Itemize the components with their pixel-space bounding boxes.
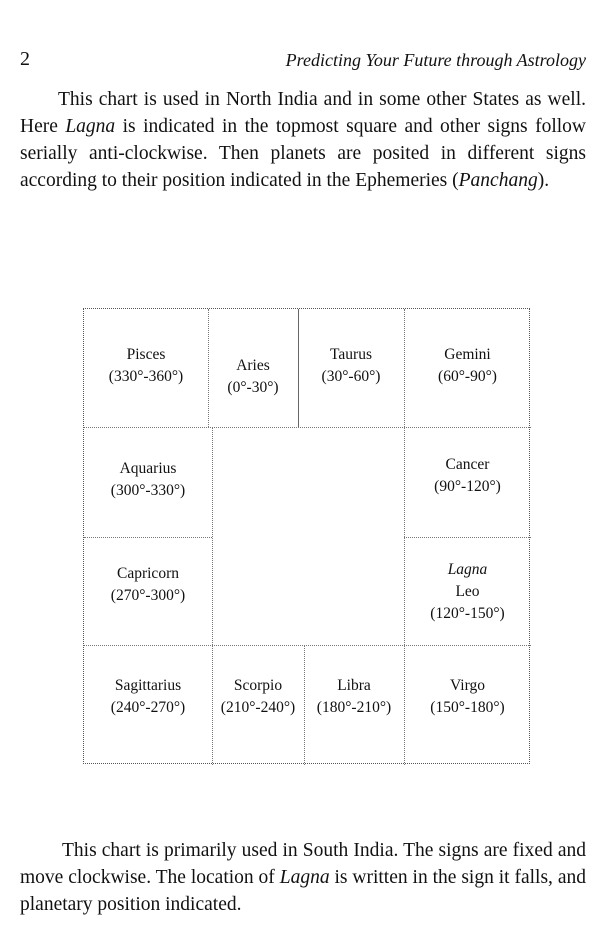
grid-line (404, 537, 531, 538)
sign-range: (60°-90°) (438, 368, 497, 385)
sign-range: (270°-300°) (110, 587, 186, 604)
cell-taurus (298, 344, 404, 388)
cell-gemini (404, 344, 531, 388)
running-header: Predicting Your Future through Astrology (285, 50, 586, 70)
sign-name: Taurus (330, 346, 372, 363)
south-indian-chart (83, 308, 530, 764)
lagna-marker: Lagna (447, 561, 488, 578)
paragraph-south-india-chart (20, 837, 586, 918)
sign-range: (90°-120°) (434, 478, 501, 495)
cell-aries (208, 355, 298, 399)
cell-cancer (404, 454, 531, 498)
sign-name: Scorpio (233, 677, 283, 694)
sign-range: (120°-150°) (430, 605, 505, 622)
sign-name: Capricorn (117, 565, 179, 582)
sign-range: (210°-240°) (220, 699, 296, 716)
grid-line (84, 537, 212, 538)
sign-range: (330°-360°) (108, 368, 184, 385)
cell-virgo (404, 675, 531, 719)
sign-name: Pisces (126, 346, 166, 363)
paragraph-text: ). (537, 170, 550, 191)
paragraph-text: is indicated in the topmost square and other signs follow serially anti-clockwise. Then planets are posited in different signs according to their position indicated in the Ephemeries ( (20, 116, 586, 191)
cell-scorpio (212, 675, 304, 719)
cell-aquarius (84, 458, 212, 502)
cell-capricorn (84, 563, 212, 607)
sign-name: Sagittarius (114, 677, 182, 694)
grid-line (84, 645, 531, 646)
grid-line (84, 427, 531, 428)
sign-name: Leo (455, 583, 480, 600)
sign-range: (0°-30°) (227, 379, 279, 396)
lagna-term: Lagna (65, 116, 116, 137)
sign-range: (180°-210°) (316, 699, 392, 716)
paragraph-text: is written in the sign it falls, and planetary position indicated. (20, 867, 586, 915)
sign-name: Libra (337, 677, 371, 694)
paragraph-text: This chart is primarily used in South India. The signs are fixed and move clockwise. The location of (20, 840, 586, 888)
sign-name: Aries (236, 357, 270, 374)
sign-range: (150°-180°) (430, 699, 505, 716)
cell-leo (404, 559, 531, 625)
page-number: 2 (20, 48, 30, 70)
sign-name: Cancer (445, 456, 490, 473)
paragraph-text: This chart is used in North India and in some other States as well. Here (20, 89, 586, 137)
cell-sagittarius (84, 675, 212, 719)
sign-range: (30°-60°) (321, 368, 381, 385)
sign-name: Aquarius (119, 460, 177, 477)
lagna-term: Lagna (279, 867, 330, 888)
sign-name: Virgo (450, 677, 485, 694)
sign-name: Gemini (444, 346, 491, 363)
sign-range: (300°-330°) (110, 482, 186, 499)
cell-libra (304, 675, 404, 719)
paragraph-north-india-chart (20, 86, 586, 194)
sign-range: (240°-270°) (110, 699, 186, 716)
panchang-term: Panchang (458, 170, 538, 191)
cell-pisces (84, 344, 208, 388)
